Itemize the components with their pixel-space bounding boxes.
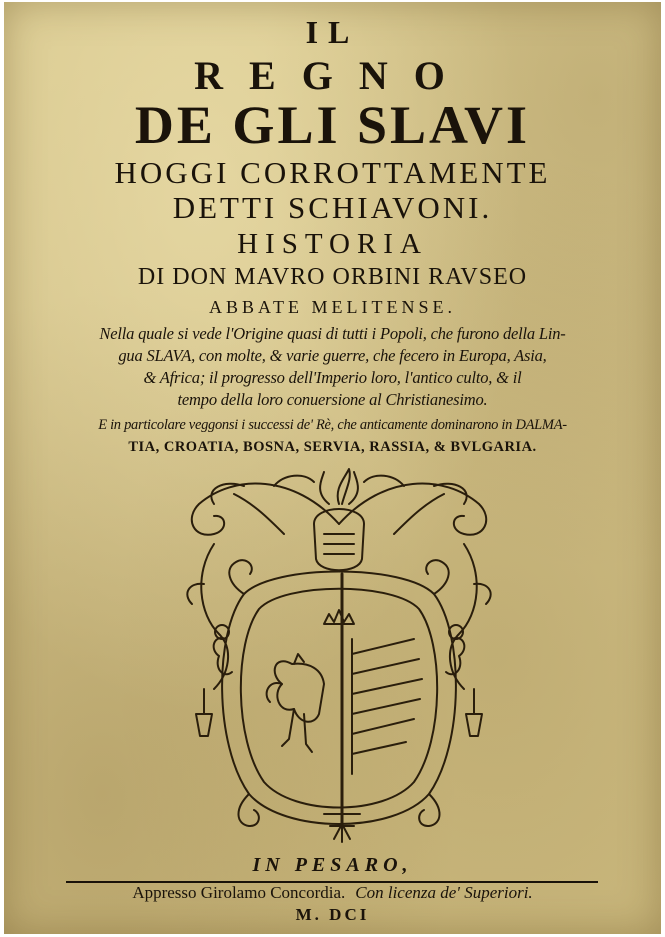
description-line-2: gua SLAVA, con molte, & varie guerre, che fecero in Europa, Asia, [118, 346, 547, 365]
description-line-5: E in particolare veggonsi i successi de' Rè, che anticamente dominarono in DALMA- [98, 417, 567, 433]
title-line-degli-slavi: DE GLI SLAVI [134, 95, 531, 155]
imprint-place: IN PESARO, [252, 854, 413, 876]
imprint-year: M. DCI [295, 905, 370, 924]
description-line-1: Nella quale si vede l'Origine quasi di tutti i Popoli, che furono della Lin- [99, 324, 566, 343]
author-title-line: ABBATE MELITENSE. [209, 297, 456, 317]
title-line-hoggi: HOGGI CORROTTAMENTE [114, 155, 551, 190]
title-line-regno: REGNO [194, 53, 471, 98]
title-line-historia: HISTORIA [237, 228, 428, 260]
coat-of-arms-ornament [174, 464, 504, 854]
imprint-printer-line [4, 883, 661, 903]
author-line: DI DON MAVRO ORBINI RAVSEO [137, 264, 528, 290]
description-line-3: & Africa; il progresso dell'Imperio loro, l'antico culto, & il [143, 368, 522, 387]
title-line-il: IL [305, 14, 360, 50]
description-line-6: TIA, CROATIA, BOSNA, SERVIA, RASSIA, & BVLGARIA. [128, 439, 537, 455]
imprint-license: Con licenza de' Superiori. [355, 883, 533, 902]
description-line-4: tempo della loro conuersione al Christianesimo. [177, 390, 488, 409]
title-line-detti: DETTI SCHIAVONI. [172, 190, 493, 225]
imprint-printer: Appresso Girolamo Concordia. [132, 883, 346, 902]
title-page [4, 2, 661, 934]
